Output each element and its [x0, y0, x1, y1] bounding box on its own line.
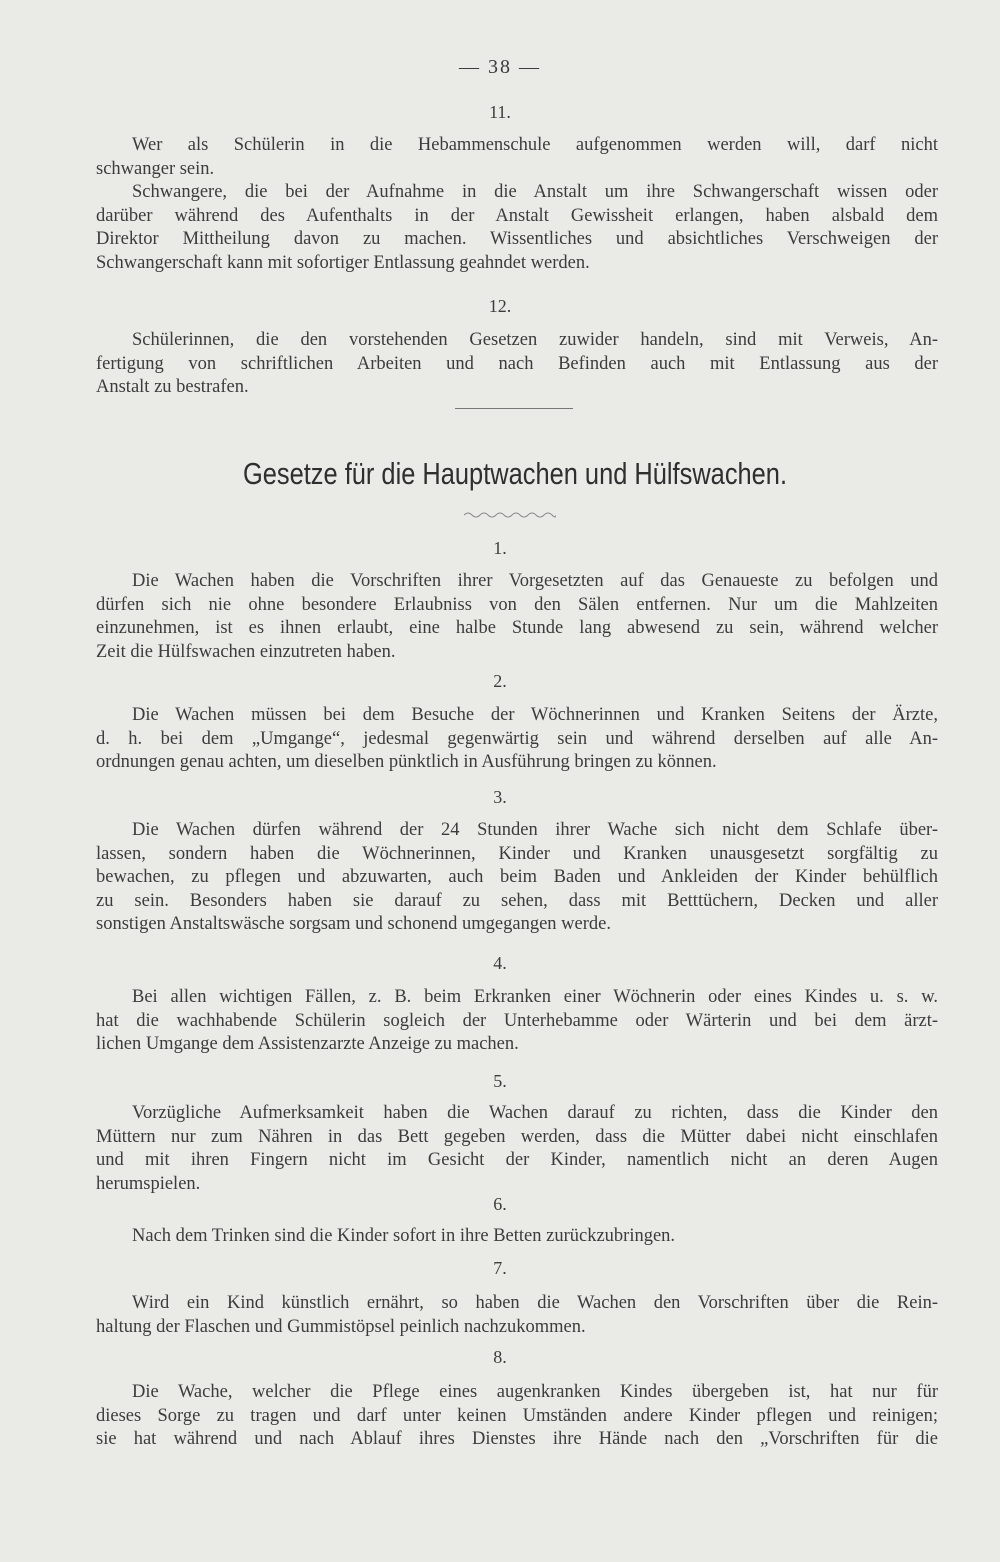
text-line: ordnungen genau achten, um dieselben pünktlich in Ausführung bringen zu können.: [96, 752, 717, 772]
text-line: Die Wachen haben die Vorschriften ihrer Vorgesetzten auf das Genaueste zu befolgen und: [132, 571, 938, 591]
rule-number-2: 2.: [493, 671, 507, 691]
text-line: Bei allen wichtigen Fällen, z. B. beim Erkranken einer Wöchnerin oder eines Kindes u. s. w.: [132, 987, 938, 1007]
rule-paragraph-2: [96, 704, 938, 775]
text-line: sonstigen Anstaltswäsche sorgsam und schonend umgegangen werde.: [96, 914, 611, 934]
text-line: Wer als Schülerin in die Hebammenschule aufgenommen werden will, darf nicht: [132, 135, 938, 155]
text-line: sie hat während und nach Ablauf ihres Dienstes ihre Hände nach den „Vorschriften für die: [96, 1429, 938, 1449]
text-line: darüber während des Aufenthalts in der Anstalt Gewissheit erlangen, haben alsbald dem: [96, 205, 938, 226]
text-line: und mit ihren Fingern nicht im Gesicht der Kinder, namentlich nicht an deren Augen: [96, 1150, 938, 1170]
rule-paragraph-8: [96, 1381, 938, 1452]
text-line: schwanger sein.: [96, 158, 215, 179]
text-line: dürfen sich nie ohne besondere Erlaubniss von den Sälen entfernen. Nur um die Mahlzeiten: [96, 594, 938, 615]
text-line: Müttern nur zum Nähren in das Bett gegeben werden, dass die Mütter dabei nicht einschlafen: [96, 1126, 938, 1147]
text-line: Vorzügliche Aufmerksamkeit haben die Wachen darauf zu richten, dass die Kinder den: [132, 1103, 938, 1123]
rule-paragraph-6: [96, 1225, 938, 1249]
text-line: Anstalt zu bestrafen.: [96, 377, 249, 397]
rule-number-5: 5.: [493, 1071, 507, 1091]
section-number-12: 12.: [488, 296, 512, 316]
section-number-11: 11.: [489, 102, 511, 122]
rule-paragraph-7: [96, 1292, 938, 1339]
text-line: Schwangerschaft kann mit sofortiger Entlassung geahndet werden.: [96, 252, 590, 273]
text-line: haltung der Flaschen und Gummistöpsel peinlich nachzukommen.: [96, 1316, 586, 1337]
rule-paragraph-1: [96, 570, 938, 664]
text-line: Die Wache, welcher die Pflege eines augenkranken Kindes übergeben ist, hat nur für: [132, 1382, 938, 1402]
text-line: Direktor Mittheilung davon zu machen. Wissentliches und absichtliches Verschweigen der: [96, 229, 938, 249]
paragraph-12: [96, 329, 938, 400]
text-line: herumspielen.: [96, 1173, 201, 1194]
rule-paragraph-3: [96, 819, 938, 937]
text-line: Schülerinnen, die den vorstehenden Gesetzen zuwider handeln, sind mit Verweis, An-: [132, 330, 938, 350]
rule-number-3: 3.: [493, 787, 507, 807]
text-line: hat die wachhabende Schülerin sogleich der Unterhebamme oder Wärterin und bei dem ärzt-: [96, 1010, 938, 1031]
text-line: lichen Umgange dem Assistenzarzte Anzeige zu machen.: [96, 1034, 519, 1054]
text-line: Die Wachen müssen bei dem Besuche der Wöchnerinnen und Kranken Seitens der Ärzte,: [132, 705, 938, 725]
rule-number-1: 1.: [493, 538, 507, 558]
page-number: — 38 —: [459, 56, 541, 78]
text-line: einzunehmen, ist es ihnen erlaubt, eine halbe Stunde lang abwesend zu sein, während welcher: [96, 618, 938, 638]
text-line: dieses Sorge zu tragen und darf unter keinen Umständen andere Kinder pflegen und reinigen;: [96, 1405, 938, 1426]
text-line: Nach dem Trinken sind die Kinder sofort in ihre Betten zurückzubringen.: [132, 1226, 676, 1246]
rule-number-8: 8.: [493, 1347, 507, 1367]
paragraph-11a: [96, 134, 938, 181]
ornament-squiggle: [464, 510, 556, 520]
paragraph-11b: [96, 181, 938, 275]
divider-rule: [455, 408, 573, 409]
rule-paragraph-4: [96, 986, 938, 1057]
rule-number-7: 7.: [493, 1258, 507, 1278]
page-heading: Gesetze für die Hauptwachen und Hülfswachen.: [242, 456, 788, 491]
text-line: Schwangere, die bei der Aufnahme in die Anstalt um ihre Schwangerschaft wissen oder: [132, 182, 938, 202]
text-line: zu sein. Besonders haben sie darauf zu sehen, dass mit Betttüchern, Decken und aller: [96, 890, 938, 911]
text-line: fertigung von schriftlichen Arbeiten und nach Befinden auch mit Entlassung aus der: [96, 353, 938, 374]
rule-paragraph-5: [96, 1102, 938, 1196]
text-line: Die Wachen dürfen während der 24 Stunden ihrer Wache sich nicht dem Schlafe über-: [132, 820, 938, 840]
text-line: lassen, sondern haben die Wöchnerinnen, Kinder und Kranken unausgesetzt sorgfältig zu: [96, 843, 938, 864]
text-line: Zeit die Hülfswachen einzutreten haben.: [96, 641, 396, 662]
text-line: Wird ein Kind künstlich ernährt, so haben die Wachen den Vorschriften über die Rein-: [132, 1293, 938, 1313]
rule-number-4: 4.: [493, 953, 507, 973]
text-line: bewachen, zu pflegen und abzuwarten, auch beim Baden und Ankleiden der Kinder behülflich: [96, 867, 938, 887]
rule-number-6: 6.: [493, 1194, 507, 1214]
text-line: d. h. bei dem „Umgange“, jedesmal gegenwärtig sein und während derselben auf alle An-: [96, 728, 938, 749]
